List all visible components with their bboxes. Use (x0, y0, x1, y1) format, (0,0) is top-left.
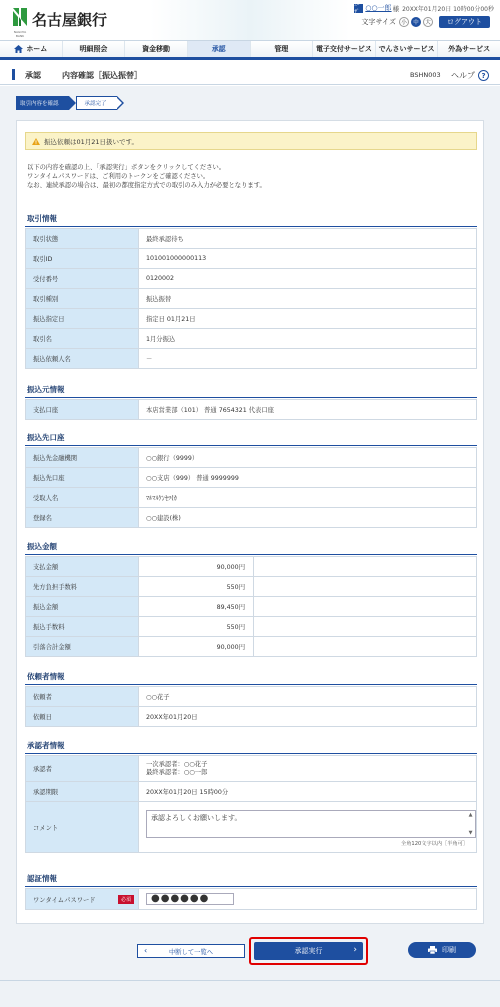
row-label: 振込依頼人名 (26, 349, 139, 369)
section-divider (25, 445, 477, 446)
row-label: 取引種別 (26, 289, 139, 309)
nav-densai[interactable]: でんさいサービス (376, 41, 439, 57)
bank-logo[interactable] (12, 7, 108, 38)
requester-table (25, 686, 477, 727)
section-title-requester: 依頼者情報 (27, 672, 65, 681)
otp-label: ワンタイムパスワード (33, 896, 96, 904)
nav-management[interactable]: 管理 (251, 41, 314, 57)
table-row (26, 889, 477, 910)
section-divider (25, 397, 477, 398)
help-link[interactable] (451, 70, 489, 81)
row-label: コメント (26, 802, 139, 853)
user-info (354, 3, 494, 13)
header-decoration (150, 0, 350, 40)
execute-highlight (249, 937, 368, 965)
table-row (26, 289, 477, 309)
table-row (26, 637, 477, 657)
step-indicator (16, 96, 117, 110)
font-size-small-button[interactable]: 小 (399, 17, 409, 27)
table-row (26, 577, 477, 597)
table-row (26, 802, 477, 853)
amount-table (25, 556, 477, 657)
row-value: ○○花子 (139, 687, 477, 707)
back-to-list-button[interactable] (137, 944, 245, 958)
section-title-amount: 振込金額 (27, 542, 57, 551)
row-value: 最終承認待ち (139, 229, 477, 249)
row-label: 取引名 (26, 329, 139, 349)
row-label (26, 889, 139, 910)
row-value: 振込振替 (139, 289, 477, 309)
notice-text: 振込依頼は01月21日扱いです。 (44, 137, 139, 146)
bank-logo-icon (12, 7, 28, 27)
row-label: 振込金額 (26, 597, 139, 617)
login-time: 20XX年01月20日 10時00分00秒 (402, 5, 494, 13)
page-category: 承認 (25, 71, 41, 80)
section-title-approver: 承認者情報 (27, 741, 65, 750)
nav-home-label: ホーム (26, 45, 48, 53)
table-row (26, 329, 477, 349)
table-row (26, 597, 477, 617)
row-label: 振込指定日 (26, 309, 139, 329)
table-row (26, 249, 477, 269)
first-approver: 一次承認者：○○花子 (146, 760, 208, 768)
chevron-left-icon: ‹ (144, 946, 148, 955)
scroll-down-icon[interactable]: ▼ (468, 830, 473, 836)
row-label: 受付番号 (26, 269, 139, 289)
help-icon: ? (478, 70, 489, 81)
row-value: 指定日 01月21日 (139, 309, 477, 329)
row-value: － (139, 349, 477, 369)
table-row (26, 488, 477, 508)
nav-statements[interactable]: 明細照会 (63, 41, 126, 57)
row-value: 101001000000113 (139, 249, 477, 269)
print-button[interactable] (408, 942, 476, 958)
row-label: 支払金額 (26, 557, 139, 577)
table-row (26, 756, 477, 782)
comment-cell (139, 802, 477, 853)
printer-icon (428, 946, 437, 954)
title-accent-bar (12, 69, 15, 80)
font-size-large-button[interactable]: 大 (423, 17, 433, 27)
nav-e-delivery[interactable]: 電子交付サービス (313, 41, 376, 57)
row-label: 支払口座 (26, 400, 139, 420)
section-title-source: 振込元情報 (27, 385, 65, 394)
row-value: 1月分振込 (139, 329, 477, 349)
row-value: ○○支店（999） 普通 9999999 (139, 468, 477, 488)
row-label: 先方負担手数料 (26, 577, 139, 597)
row-label: 受取人名 (26, 488, 139, 508)
font-size-label: 文字サイズ (361, 18, 396, 26)
nav-transfer[interactable]: 資金移動 (125, 41, 188, 57)
logout-button[interactable]: ログアウト (439, 16, 490, 28)
table-row (26, 309, 477, 329)
home-icon (14, 45, 23, 53)
header (0, 0, 500, 40)
notice-banner (25, 132, 477, 150)
row-value: ﾏﾙﾏﾙｹﾝｾﾂ(ｶ (139, 488, 477, 508)
row-label: 引落合計金額 (26, 637, 139, 657)
row-value: 0120002 (139, 269, 477, 289)
row-value: ○○銀行（9999） (139, 448, 477, 468)
execute-button-label: 承認実行 (294, 947, 323, 955)
footer-divider (0, 980, 500, 981)
source-table (25, 399, 477, 420)
row-label: 登録名 (26, 508, 139, 528)
user-name-link[interactable]: ○○一郎 (365, 4, 392, 12)
comment-textarea[interactable] (146, 810, 476, 838)
instructions (27, 163, 266, 190)
destination-table (25, 447, 477, 528)
screen-id: BSHN003 (410, 71, 441, 79)
row-amount: 550円 (139, 577, 254, 597)
table-row (26, 508, 477, 528)
row-label: 依頼日 (26, 707, 139, 727)
bank-logo-subtext: NAGOYA BANK (13, 30, 27, 38)
row-label: 振込先口座 (26, 468, 139, 488)
table-row (26, 782, 477, 802)
section-title-destination: 振込先口座 (27, 433, 65, 442)
page-title: 内容確認［振込振替］ (62, 71, 142, 80)
font-size-medium-button[interactable]: 中 (411, 17, 421, 27)
print-button-label: 印刷 (442, 946, 456, 954)
row-amount: 89,450円 (139, 597, 254, 617)
instruction-line: ワンタイムパスワードは、ご利用のトークンをご確認ください。 (27, 173, 210, 180)
user-suffix: 様 (392, 4, 400, 13)
section-divider (25, 226, 477, 227)
table-row (26, 229, 477, 249)
chevron-right-icon: › (353, 945, 357, 955)
approver-table (25, 755, 477, 853)
comment-scrollbar[interactable] (467, 812, 474, 836)
row-label: 振込手数料 (26, 617, 139, 637)
table-row (26, 269, 477, 289)
row-amount: 550円 (139, 617, 254, 637)
row-label: 依頼者 (26, 687, 139, 707)
user-icon: ﾕｰｻﾞ (354, 4, 363, 13)
section-divider (25, 684, 477, 685)
table-row (26, 349, 477, 369)
nav-home[interactable] (0, 41, 63, 57)
row-amount: 90,000円 (139, 637, 254, 657)
auth-table (25, 888, 477, 910)
row-label: 取引ID (26, 249, 139, 269)
font-size-control (362, 16, 490, 28)
final-approver: 最終承認者：○○一郎 (146, 768, 208, 776)
back-button-label: 中断して一覧へ (168, 948, 214, 956)
row-label: 振込先金融機関 (26, 448, 139, 468)
section-divider (25, 753, 477, 754)
table-row (26, 400, 477, 420)
execute-approval-button[interactable] (254, 942, 363, 960)
row-value (139, 756, 477, 782)
comment-text: 承認よろしくお願いします。 (151, 814, 242, 822)
table-row (26, 687, 477, 707)
section-title-auth: 認証情報 (27, 874, 57, 883)
otp-cell (139, 889, 477, 910)
global-nav (0, 40, 500, 60)
table-row (26, 617, 477, 637)
row-value: 本店営業部（101） 普通 7654321 代表口座 (139, 400, 477, 420)
table-row (26, 468, 477, 488)
nav-approval[interactable]: 承認 (188, 41, 251, 57)
table-row (26, 557, 477, 577)
title-bar (0, 63, 500, 85)
scroll-up-icon[interactable]: ▲ (468, 812, 473, 818)
warning-icon (32, 138, 40, 145)
help-label: ヘルプ (451, 71, 475, 80)
row-value: ○○建設(株) (139, 508, 477, 528)
instruction-line: 以下の内容を確認の上、「承認実行」ボタンをクリックしてください。 (27, 164, 226, 171)
otp-input[interactable]: ●●●●●● (146, 893, 234, 905)
section-title-transaction: 取引情報 (27, 214, 57, 223)
required-badge: 必須 (118, 895, 134, 904)
bank-name: 名古屋銀行 (32, 11, 108, 29)
nav-forex[interactable]: 外為サービス (438, 41, 500, 57)
table-row (26, 448, 477, 468)
step-complete: 承認完了 (76, 96, 117, 110)
row-label: 承認者 (26, 756, 139, 782)
row-label: 承認期限 (26, 782, 139, 802)
table-row (26, 707, 477, 727)
section-divider (25, 886, 477, 887)
main-panel (16, 120, 484, 924)
row-value: 20XX年01月20日 (139, 707, 477, 727)
row-label: 取引状態 (26, 229, 139, 249)
section-divider (25, 554, 477, 555)
row-amount: 90,000円 (139, 557, 254, 577)
transaction-table (25, 228, 477, 369)
instruction-line: なお、連続承認の場合は、最初の都度指定方式での取引のみ入力が必要となります。 (27, 182, 266, 189)
step-confirm: 取引内容を確認 (16, 96, 69, 110)
row-value: 20XX年01月20日 15時00分 (139, 782, 477, 802)
comment-char-limit: 全角120文字以内［半角可］ (401, 841, 468, 847)
